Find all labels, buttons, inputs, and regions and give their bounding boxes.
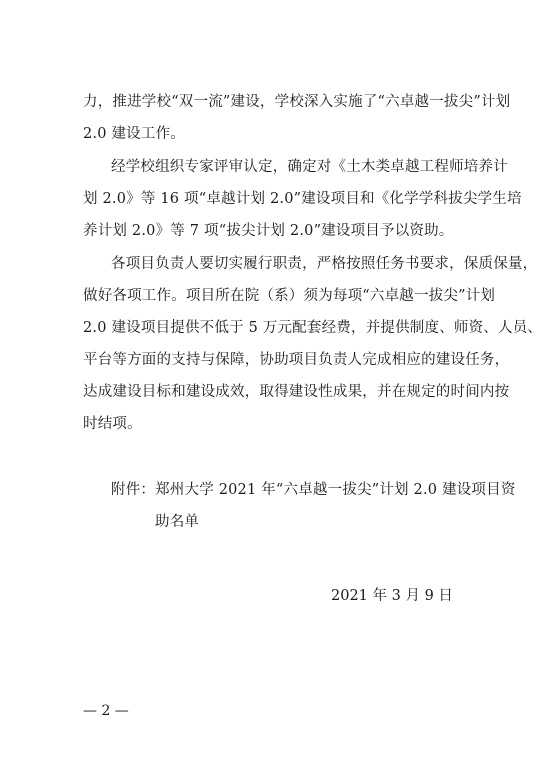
paragraph-2-line-2: 划 2.0》等 16 项“卓越计划 2.0”建设项目和《化学学科拔尖学生培 bbox=[83, 191, 522, 207]
page-number: — 2 — bbox=[83, 703, 129, 719]
paragraph-3-line-2: 做好各项工作。项目所在院（系）须为每项“六卓越一拔尖”计划 bbox=[83, 288, 496, 304]
paragraph-2-line-3: 养计划 2.0》等 7 项“拔尖计划 2.0”建设项目予以资助。 bbox=[83, 223, 454, 239]
paragraph-3-line-6: 时结项。 bbox=[83, 416, 142, 432]
paragraph-3-line-5: 达成建设目标和建设成效，取得建设性成果，并在规定的时间内按 bbox=[83, 384, 510, 400]
paragraph-3-line-1: 各项目负责人要切实履行职责，严格按照任务书要求，保质保量， bbox=[111, 256, 538, 272]
paragraph-2-line-1: 经学校组织专家评审认定，确定对《土木类卓越工程师培养计 bbox=[111, 159, 508, 175]
paragraph-3-line-4: 平台等方面的支持与保障，协助项目负责人完成相应的建设任务， bbox=[83, 352, 510, 368]
document-date: 2021 年 3 月 9 日 bbox=[331, 588, 453, 604]
attachment-line-2: 助名单 bbox=[155, 514, 200, 530]
paragraph-1-line-1: 力，推进学校“双一流”建设，学校深入实施了“六卓越一拔尖”计划 bbox=[83, 94, 511, 110]
paragraph-1-line-2: 2.0 建设工作。 bbox=[83, 126, 185, 142]
paragraph-3-line-3: 2.0 建设项目提供不低于 5 万元配套经费，并提供制度、师资、人员、 bbox=[83, 320, 543, 336]
attachment-line-1: 附件：郑州大学 2021 年“六卓越一拔尖”计划 2.0 建设项目资 bbox=[111, 482, 516, 498]
